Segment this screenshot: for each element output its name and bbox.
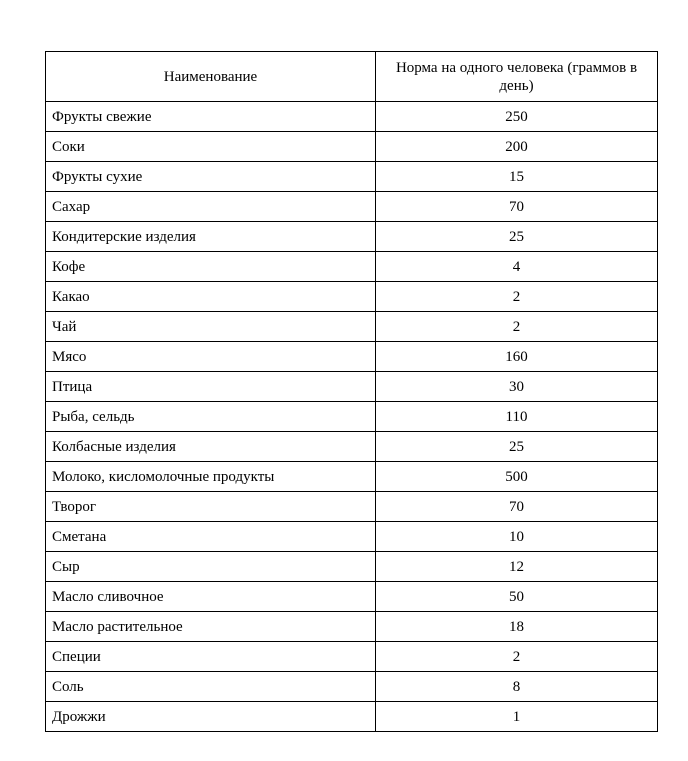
product-name-cell: Масло сливочное xyxy=(46,582,376,612)
table-row xyxy=(46,462,658,492)
norm-value-cell: 25 xyxy=(376,222,658,252)
norm-value-cell: 4 xyxy=(376,252,658,282)
product-name-cell: Сахар xyxy=(46,192,376,222)
product-name-cell: Рыба, сельдь xyxy=(46,402,376,432)
norm-value-cell: 8 xyxy=(376,672,658,702)
table-row xyxy=(46,132,658,162)
product-name-cell: Фрукты свежие xyxy=(46,102,376,132)
norm-value-cell: 160 xyxy=(376,342,658,372)
norm-value-cell: 200 xyxy=(376,132,658,162)
table-row xyxy=(46,102,658,132)
norm-value-cell: 30 xyxy=(376,372,658,402)
header-name: Наименование xyxy=(46,52,376,102)
product-name-cell: Мясо xyxy=(46,342,376,372)
table-row xyxy=(46,342,658,372)
product-name-cell: Чай xyxy=(46,312,376,342)
product-name-cell: Фрукты сухие xyxy=(46,162,376,192)
norm-value-cell: 500 xyxy=(376,462,658,492)
product-name-cell: Масло растительное xyxy=(46,612,376,642)
table-row xyxy=(46,672,658,702)
norm-value-cell: 25 xyxy=(376,432,658,462)
norm-value-cell: 70 xyxy=(376,492,658,522)
header-norm: Норма на одного человека (граммов в день) xyxy=(376,52,658,102)
table-row xyxy=(46,372,658,402)
table-header-row xyxy=(46,52,658,102)
norm-value-cell: 1 xyxy=(376,702,658,732)
product-name-cell: Какао xyxy=(46,282,376,312)
norm-value-cell: 2 xyxy=(376,282,658,312)
norm-value-cell: 250 xyxy=(376,102,658,132)
product-name-cell: Птица xyxy=(46,372,376,402)
product-name-cell: Кондитерские изделия xyxy=(46,222,376,252)
table-row xyxy=(46,552,658,582)
product-name-cell: Кофе xyxy=(46,252,376,282)
norm-value-cell: 10 xyxy=(376,522,658,552)
table-row xyxy=(46,432,658,462)
norm-value-cell: 110 xyxy=(376,402,658,432)
norm-value-cell: 15 xyxy=(376,162,658,192)
product-name-cell: Творог xyxy=(46,492,376,522)
food-norms-table xyxy=(45,51,658,732)
table-row xyxy=(46,642,658,672)
table-row xyxy=(46,522,658,552)
table-row xyxy=(46,222,658,252)
table-row xyxy=(46,492,658,522)
product-name-cell: Специи xyxy=(46,642,376,672)
product-name-cell: Молоко, кисломолочные продукты xyxy=(46,462,376,492)
product-name-cell: Сметана xyxy=(46,522,376,552)
product-name-cell: Дрожжи xyxy=(46,702,376,732)
norm-value-cell: 12 xyxy=(376,552,658,582)
table-row xyxy=(46,192,658,222)
product-name-cell: Колбасные изделия xyxy=(46,432,376,462)
norm-value-cell: 2 xyxy=(376,642,658,672)
table-row xyxy=(46,402,658,432)
norm-value-cell: 2 xyxy=(376,312,658,342)
norm-value-cell: 50 xyxy=(376,582,658,612)
product-name-cell: Соки xyxy=(46,132,376,162)
table-row xyxy=(46,252,658,282)
table-row xyxy=(46,282,658,312)
table-row xyxy=(46,162,658,192)
table-row xyxy=(46,582,658,612)
norm-value-cell: 18 xyxy=(376,612,658,642)
product-name-cell: Сыр xyxy=(46,552,376,582)
table-row xyxy=(46,702,658,732)
table-row xyxy=(46,612,658,642)
table-row xyxy=(46,312,658,342)
product-name-cell: Соль xyxy=(46,672,376,702)
norm-value-cell: 70 xyxy=(376,192,658,222)
table-body xyxy=(46,102,658,732)
